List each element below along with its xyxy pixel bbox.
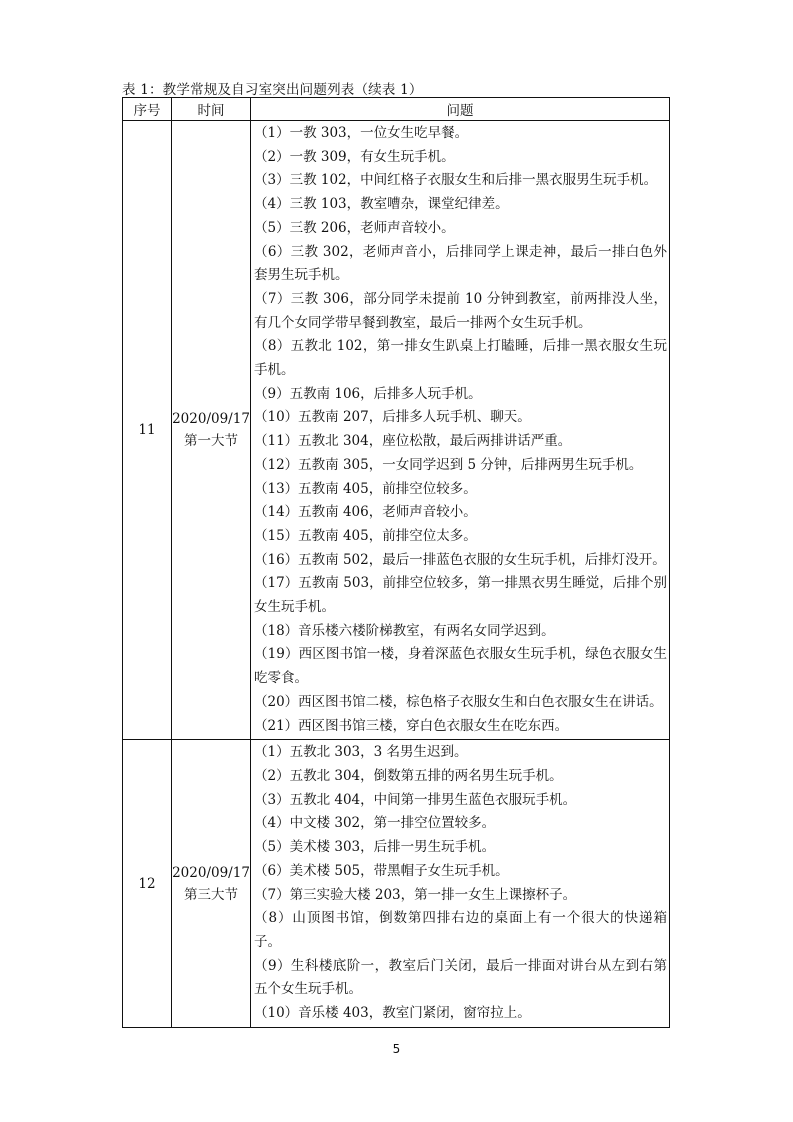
problem-item: （6）三教 302，老师声音小，后排同学上课走神，最后一排白色外套男生玩手机。 [254,243,667,284]
table-caption: 表 1：教学常规及自习室突出问题列表（续表 1） [122,82,423,98]
row-problems [251,121,670,740]
problem-item: （19）西区图书馆一楼，身着深蓝色衣服女生玩手机，绿色衣服女生吃零食。 [254,646,667,687]
problem-item: （5）美术楼 303，后排一男生玩手机。 [254,839,496,856]
problem-item: （18）音乐楼六楼阶梯教室，有两名女同学迟到。 [254,622,555,639]
header-index: 序号 [123,98,172,121]
problem-item: （10）音乐楼 403，教室门紧闭，窗帘拉上。 [254,1005,531,1022]
row-date: 2020/09/17 [172,864,250,881]
table-header-row [123,98,670,121]
problems-table [122,97,670,1028]
row-time [172,121,251,740]
problem-item: （12）五教南 305，一女同学迟到 5 分钟，后排两男生玩手机。 [254,456,643,473]
table-row [123,740,670,1027]
problem-item: （4）三教 103，教室嘈杂，课堂纪律差。 [254,196,509,213]
page-number: 5 [392,1042,401,1056]
problem-item: （4）中文楼 302，第一排空位置较多。 [254,815,496,832]
problem-item: （20）西区图书馆二楼，棕色格子衣服女生和白色衣服女生在讲话。 [254,693,663,710]
row-date: 2020/09/17 [172,411,250,428]
problem-item: （7）三教 306，部分同学未提前 10 分钟到教室，前两排没人坐，有几个女同学带早餐到教室，最后一排两个女生玩手机。 [254,290,667,331]
problem-item: （1）五教北 303，3 名男生迟到。 [254,744,468,761]
problem-item: （9）五教南 106，后排多人玩手机。 [254,385,482,402]
problem-item: （7）第三实验大楼 203，第一排一女生上课擦杯子。 [254,886,577,903]
problem-item: （16）五教南 502，最后一排蓝色衣服的女生玩手机，后排灯没开。 [254,551,666,568]
problem-item: （17）五教南 503，前排空位较多，第一排黑衣男生睡觉，后排个别女生玩手机。 [254,575,667,616]
problem-item: （13）五教南 405，前排空位较多。 [254,480,477,497]
problem-item: （15）五教南 405，前排空位太多。 [254,527,477,544]
problem-item: （2）一教 309，有女生玩手机。 [254,148,455,165]
table-row [123,121,670,740]
row-index: 11 [123,121,172,740]
problem-list [251,121,669,739]
problem-item: （1）一教 303，一位女生吃早餐。 [254,125,469,141]
problem-item: （8）五教北 102，第一排女生趴桌上打瞌睡，后排一黑衣服女生玩手机。 [254,338,667,379]
problem-item: （2）五教北 304，倒数第五排的两名男生玩手机。 [254,767,563,784]
header-problems: 问题 [251,98,670,121]
problem-item: （10）五教南 207，后排多人玩手机、聊天。 [254,409,531,426]
problem-item: （9）生科楼底阶一，教室后门关闭，最后一排面对讲台从左到右第五个女生玩手机。 [254,957,667,998]
row-time [172,740,251,1027]
problem-item: （6）美术楼 505，带黑帽子女生玩手机。 [254,862,509,879]
row-session: 第三大节 [184,886,238,903]
problem-item: （11）五教北 304，座位松散，最后两排讲话严重。 [254,433,572,450]
problem-item: （21）西区图书馆三楼，穿白色衣服女生在吃东西。 [254,717,569,734]
problem-item: （8）山顶图书馆，倒数第四排右边的桌面上有一个很大的快递箱子。 [254,910,667,950]
header-time: 时间 [172,98,251,121]
row-session: 第一大节 [184,433,238,450]
problem-item: （3）三教 102，中间红格子衣服女生和后排一黑衣服男生玩手机。 [254,172,658,189]
problem-item: （14）五教南 406，老师声音较小。 [254,504,477,521]
row-problems [251,740,670,1027]
row-index: 12 [123,740,172,1027]
problem-item: （3）五教北 404，中间第一排男生蓝色衣服玩手机。 [254,791,577,808]
problem-list [251,740,669,1026]
problem-item: （5）三教 206，老师声音较小。 [254,219,455,236]
